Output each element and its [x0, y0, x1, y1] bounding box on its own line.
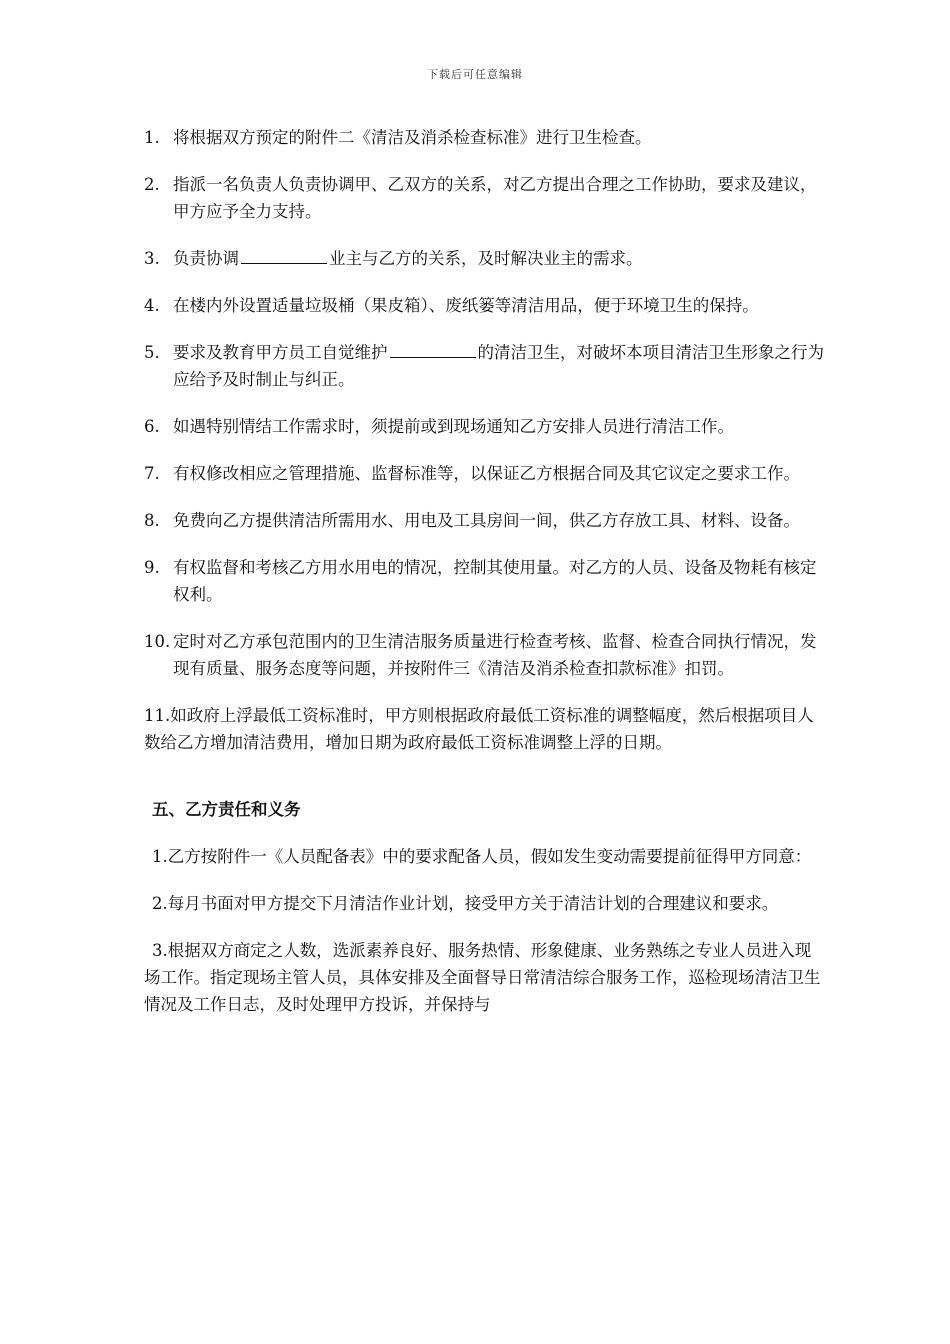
section-title: 五、乙方责任和义务 [152, 800, 301, 819]
item-number: 3. [144, 249, 160, 268]
section-paragraph-2: 2.每月书面对甲方提交下月清洁作业计划，接受甲方关于清洁计划的合理建议和要求。 [152, 894, 779, 913]
item-number: 1. [144, 128, 160, 147]
list-item-7 [144, 460, 824, 487]
section-paragraph-3: 3.根据双方商定之人数，选派素养良好、服务热情、形象健康、业务熟练之专业人员进入现场工作。指定现场主管人员，具体安排及全面督导日常清洁综合服务工作，巡检现场清洁卫生情况及工作日志，及时处理甲方投诉，并保持与 [144, 941, 821, 1014]
item-number: 7. [144, 464, 160, 483]
list-item-1 [144, 124, 824, 151]
item-text: 在楼内外设置适量垃圾桶（果皮箱）、废纸篓等清洁用品，便于环境卫生的保持。 [173, 296, 759, 315]
list-item-4 [144, 292, 824, 319]
item-text: 定时对乙方承包范围内的卫生清洁服务质量进行检查考核、监督、检查合同执行情况，发现有质量、服务态度等问题，并按附件三《清洁及消杀检查扣款标准》扣罚。 [173, 632, 817, 678]
list-item-11 [144, 702, 824, 756]
list-item-8 [144, 507, 824, 534]
list-item-2 [144, 171, 824, 225]
item-text: 有权监督和考核乙方用水用电的情况，控制其使用量。对乙方的人员、设备及物耗有核定权利。 [173, 558, 817, 604]
item-text: 将根据双方预定的附件二《清洁及消杀检查标准》进行卫生检查。 [173, 128, 652, 147]
item-number: 11. [144, 706, 171, 725]
document-body [144, 124, 824, 1038]
item-number: 4. [144, 296, 160, 315]
item-text: 免费向乙方提供清洁所需用水、用电及工具房间一间，供乙方存放工具、材料、设备。 [173, 511, 800, 530]
item-text: 如遇特别情结工作需求时，须提前或到现场通知乙方安排人员进行清洁工作。 [173, 417, 734, 436]
item-text-pre: 要求及教育甲方员工自觉维护 [173, 343, 388, 362]
item-text: 指派一名负责人负责协调甲、乙双方的关系，对乙方提出合理之工作协助，要求及建议，甲方应予全力支持。 [173, 175, 817, 221]
list-item-3 [144, 245, 824, 272]
list-item-10 [144, 628, 824, 682]
item-text-pre: 负责协调 [173, 249, 239, 268]
list-item-5 [144, 339, 824, 393]
item-number: 5. [144, 343, 160, 362]
item-number: 8. [144, 511, 160, 530]
fill-in-blank[interactable] [241, 245, 327, 264]
item-text-post: 的清洁卫生，对破坏本项目清洁卫生形象之行为应给予及时制止与纠正。 [173, 343, 824, 389]
item-number: 6. [144, 417, 160, 436]
item-number: 9. [144, 558, 160, 577]
list-item-9 [144, 554, 824, 608]
page-header: 下载后可任意编辑 [427, 68, 523, 81]
list-item-6 [144, 413, 824, 440]
item-text: 如政府上浮最低工资标准时，甲方则根据政府最低工资标准的调整幅度，然后根据项目人数给乙方增加清洁费用，增加日期为政府最低工资标准调整上浮的日期。 [144, 706, 814, 752]
item-text: 有权修改相应之管理措施、监督标准等，以保证乙方根据合同及其它议定之要求工作。 [173, 464, 800, 483]
item-number: 2. [144, 175, 160, 194]
section-paragraph-1: 1.乙方按附件一《人员配备表》中的要求配备人员，假如发生变动需要提前征得甲方同意： [152, 847, 812, 866]
fill-in-blank[interactable] [390, 339, 476, 358]
item-text-post: 业主与乙方的关系，及时解决业主的需求。 [329, 249, 643, 268]
item-number: 10. [144, 632, 171, 651]
